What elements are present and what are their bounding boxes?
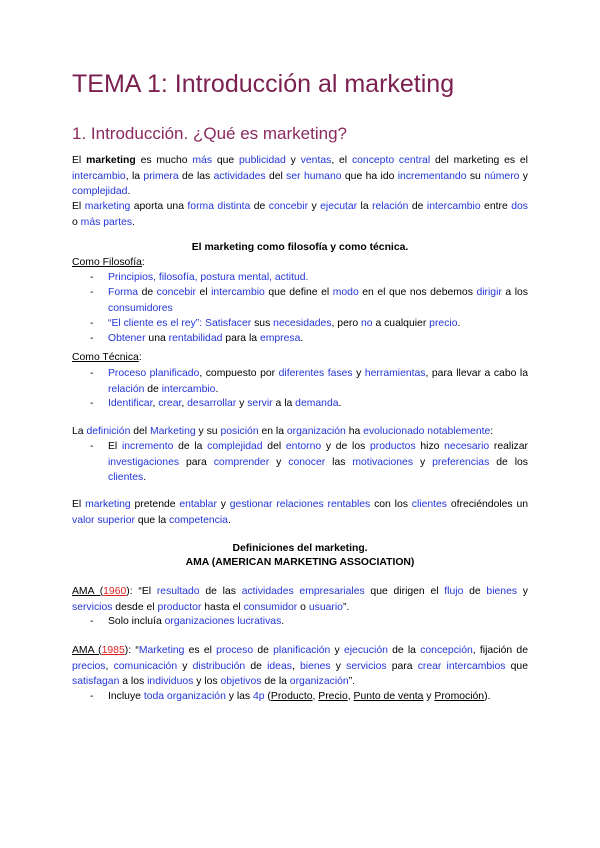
ama-heading: AMA (AMERICAN MARKETING ASSOCIATION) <box>185 557 415 568</box>
bullet-dash: - <box>90 333 94 344</box>
page-title: TEMA 1: Introducción al marketing <box>72 70 455 98</box>
ama-1985-item: Incluye toda organización y las 4p (Producto, Precio, Punto de venta y Promoción). <box>108 691 491 702</box>
intro-paragraph-1: El marketing es mucho más que publicidad y ventas, el concepto central del marketing es el intercambio, la primera de las actividades del ser humano que ha ido incrementando su número y complejidad. <box>72 155 528 197</box>
bullet-dash: - <box>90 616 94 627</box>
filosofia-item-3: “El cliente es el rey”: Satisfacer sus necesidades, pero no a cualquier precio. <box>108 318 461 329</box>
intro-paragraph-2: El marketing aporta una forma distinta de concebir y ejecutar la relación de intercambio entre dos o más partes. <box>72 201 528 228</box>
bullet-dash: - <box>90 272 94 283</box>
filosofia-label: Como Filosofía: <box>72 257 145 268</box>
bullet-dash: - <box>90 368 94 379</box>
ama-1960-definition: AMA (1960): “El resultado de las actividades empresariales que dirigen el flujo de bienes y servicios desde el productor hasta el consumidor o usuario”. <box>72 586 528 613</box>
filosofia-item-4: Obtener una rentabilidad para la empresa. <box>108 333 304 344</box>
bullet-dash: - <box>90 287 94 298</box>
ama-1985-definition: AMA (1985): “Marketing es el proceso de planificación y ejecución de la concepción, fijación de precios, comunicación y distribución de ideas, bienes y servicios para crear intercambios que satisfagan a los individuos y los objetivos de la organización”. <box>72 645 528 687</box>
section-title: 1. Introducción. ¿Qué es marketing? <box>72 124 347 143</box>
bullet-dash: - <box>90 398 94 409</box>
tecnica-label: Como Técnica: <box>72 352 142 363</box>
bullet-dash: - <box>90 691 94 702</box>
definitions-heading: Definiciones del marketing. <box>232 543 368 554</box>
filosofia-item-2: Forma de concebir el intercambio que define el modo en el que nos debemos dirigir a los consumidores <box>108 287 528 314</box>
tecnica-item-2: Identificar, crear, desarrollar y servir a la demanda. <box>108 398 342 409</box>
bullet-dash: - <box>90 318 94 329</box>
philosophy-heading: El marketing como filosofía y como técnica. <box>191 242 409 253</box>
ama-1960-item: Solo incluía organizaciones lucrativas. <box>108 616 285 627</box>
closing-paragraph: El marketing pretende entablar y gestionar relaciones rentables con los clientes ofreciéndoles un valor superior que la competencia. <box>72 499 529 526</box>
evolution-item: El incremento de la complejidad del entorno y de los productos hizo necesario realizar investigaciones para comprender y conocer las motivaciones y preferencias de los clientes. <box>108 441 528 483</box>
bullet-dash: - <box>90 441 94 452</box>
filosofia-item-1: Principios, filosofía, postura mental, actitud. <box>108 272 309 283</box>
tecnica-item-1: Proceso planificado, compuesto por diferentes fases y herramientas, para llevar a cabo la relación de intercambio. <box>108 368 528 395</box>
evolution-paragraph: La definición del Marketing y su posición en la organización ha evolucionado notablemente: <box>72 426 494 437</box>
